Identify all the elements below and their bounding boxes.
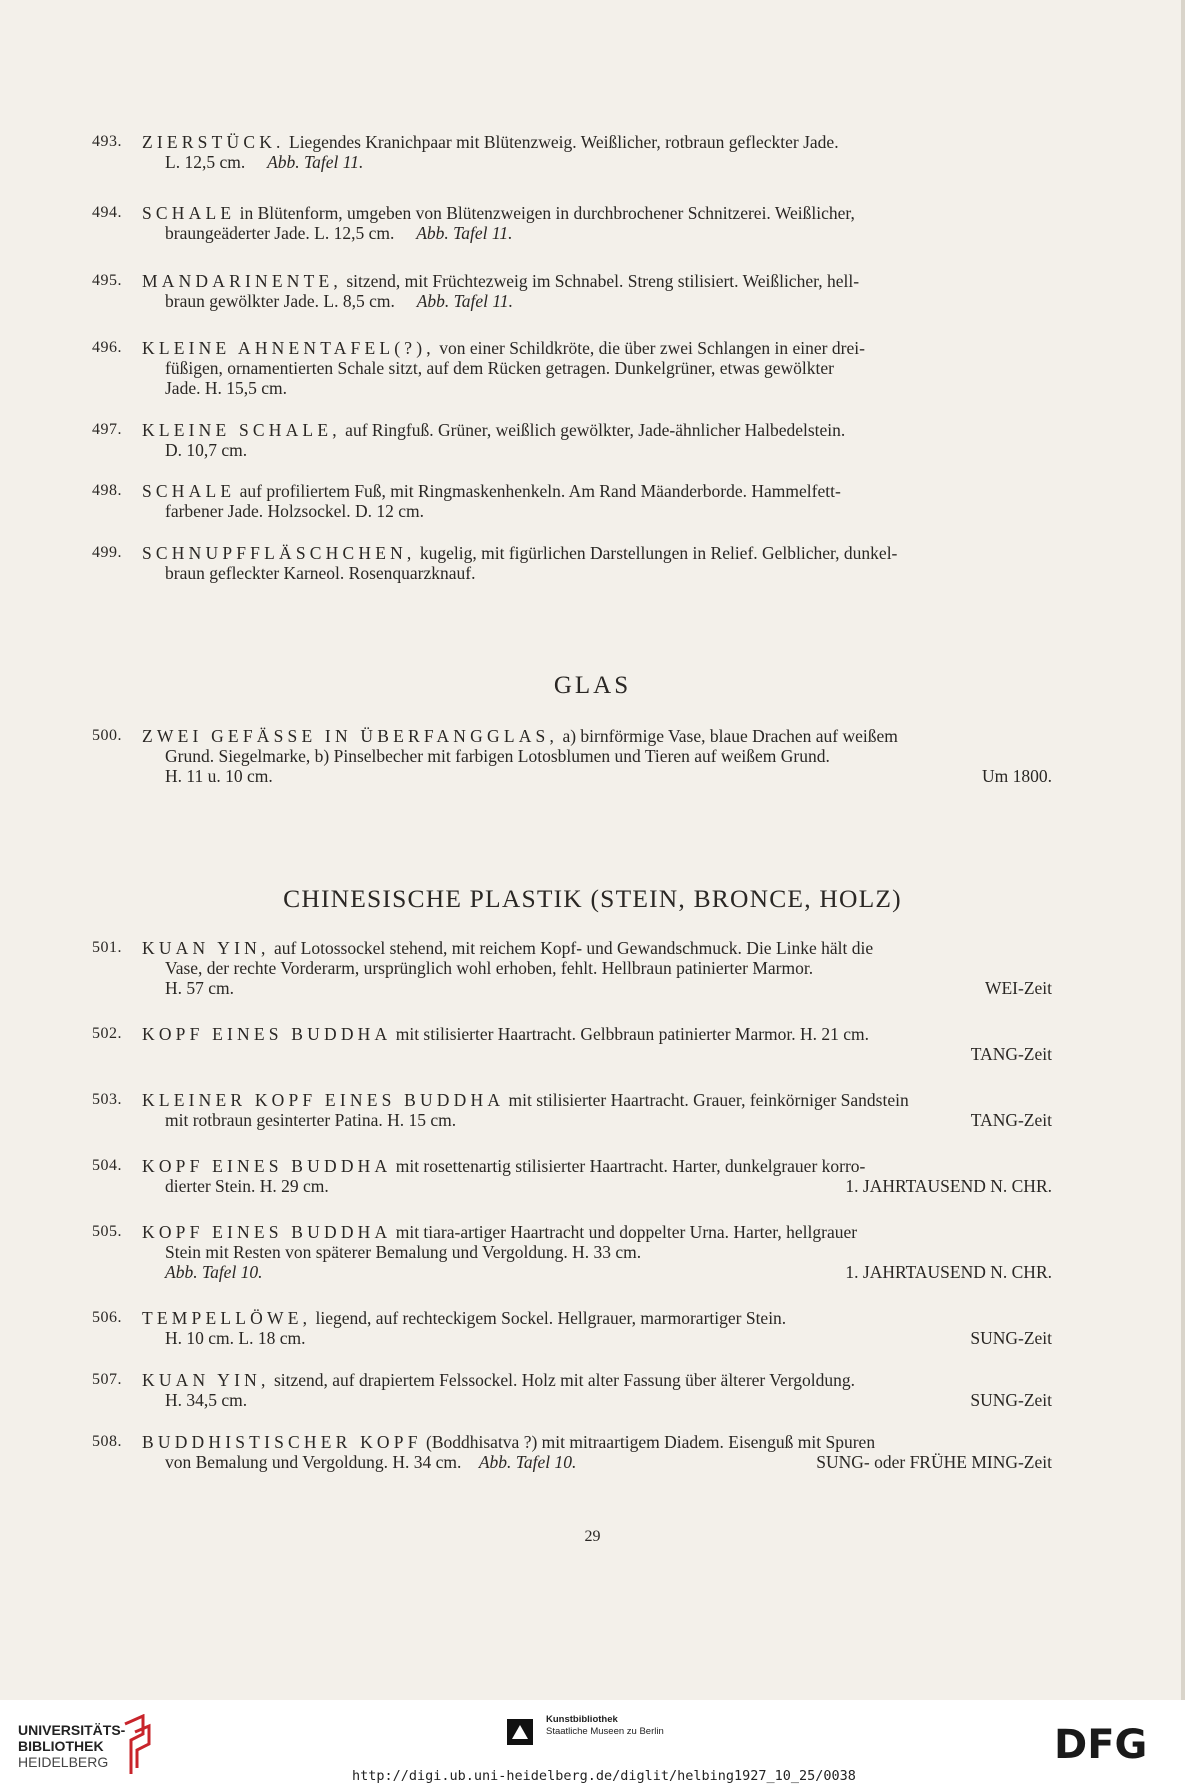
entry-number: 508. — [92, 1433, 122, 1450]
entry-line-2: Stein mit Resten von späterer Bemalung und Vergoldung. H. 33 cm. — [165, 1242, 642, 1262]
kb-line-2: Staatliche Museen zu Berlin — [546, 1726, 664, 1737]
entry-first-line — [142, 1308, 1052, 1328]
entry-number: 506. — [92, 1309, 122, 1326]
entry-title: MANDARINENTE, — [142, 271, 342, 291]
kb-line-1: Kunstbibliothek — [546, 1714, 618, 1725]
entry-first-line — [142, 1024, 1052, 1044]
section-heading-plastik: CHINESISCHE PLASTIK (STEIN, BRONCE, HOLZ) — [283, 884, 902, 913]
entry-first-line — [142, 1370, 1052, 1390]
entry-line-2: dierter Stein. H. 29 cm. — [165, 1176, 329, 1196]
entry-number: 502. — [92, 1025, 122, 1042]
entry-first-line — [142, 1156, 1052, 1176]
entry-text: braun gewölkter Jade. L. 8,5 cm. — [165, 291, 395, 311]
entry-number: 498. — [92, 482, 122, 499]
page-edge — [1181, 0, 1185, 1700]
entry-line-2: mit rotbraun gesinterter Patina. H. 15 cm. — [165, 1110, 457, 1130]
entry-line-2: Grund. Siegelmarke, b) Pinselbecher mit farbigen Lotosblumen und Tieren auf weißem Grund. — [165, 746, 830, 766]
entry-number: 493. — [92, 133, 122, 150]
entry-text: in Blütenform, umgeben von Blütenzweigen in durchbrochener Schnitzerei. Weißlicher, — [235, 203, 855, 223]
entry-title: BUDDHISTISCHER KOPF — [142, 1432, 422, 1452]
entry-line-2: farbener Jade. Holzsockel. D. 12 cm. — [165, 501, 424, 521]
entry-line-3: Jade. H. 15,5 cm. — [165, 378, 287, 398]
entry-title: KUAN YIN, — [142, 938, 270, 958]
entry-title: KUAN YIN, — [142, 1370, 270, 1390]
entry-text: auf profiliertem Fuß, mit Ringmaskenhenkeln. Am Rand Mäanderborde. Hammelfett- — [235, 481, 841, 501]
kunstbibliothek-logo-icon[interactable] — [505, 1717, 535, 1747]
date-attribution: 1. JAHRTAUSEND N. CHR. — [845, 1176, 1052, 1196]
entry-text: mit stilisierter Haartracht. Grauer, feinkörniger Sandstein — [504, 1090, 909, 1110]
entry-number: 505. — [92, 1223, 122, 1240]
entry-first-line — [142, 481, 1052, 501]
entry-line-3: H. 11 u. 10 cm. — [165, 766, 273, 786]
entry-text: auf Lotossockel stehend, mit reichem Kopf- und Gewandschmuck. Die Linke hält die — [269, 938, 874, 958]
entry-number: 495. — [92, 272, 122, 289]
entry-text: L. 12,5 cm. — [165, 152, 246, 172]
date-attribution: TANG-Zeit — [970, 1110, 1052, 1130]
entry-first-line — [142, 1432, 1052, 1452]
entry-first-line — [142, 726, 1052, 746]
entry-text: Liegendes Kranichpaar mit Blütenzweig. Weißlicher, rotbraun gefleckter Jade. — [284, 132, 839, 152]
kunstbibliothek-label[interactable] — [546, 1714, 664, 1738]
entry-first-line — [142, 543, 1052, 563]
digitization-footer — [0, 1700, 1185, 1787]
entry-number: 496. — [92, 339, 122, 356]
uni-heidelberg-label[interactable] — [18, 1722, 125, 1770]
entry-title: KLEINE SCHALE, — [142, 420, 341, 440]
entry-title: SCHNUPFFLÄSCHCHEN, — [142, 543, 416, 563]
entry-line-3: H. 57 cm. — [165, 978, 235, 998]
entry-title: KLEINER KOPF EINES BUDDHA — [142, 1090, 505, 1110]
page-number: 29 — [584, 1528, 601, 1545]
entry-text: von einer Schildkröte, die über zwei Schlangen in einer drei- — [434, 338, 865, 358]
entry-title: SCHALE — [142, 481, 236, 501]
plate-reference: Abb. Tafel 10. — [165, 1262, 263, 1282]
entry-number: 501. — [92, 939, 122, 956]
plate-reference: Abb. Tafel 11. — [416, 291, 513, 311]
entry-line-2: D. 10,7 cm. — [165, 440, 248, 460]
plate-reference: Abb. Tafel 10. — [478, 1452, 577, 1472]
entry-text: kugelig, mit figürlichen Darstellungen in Relief. Gelblicher, dunkel- — [415, 543, 898, 563]
entry-title: ZIERSTÜCK. — [142, 132, 285, 152]
entry-first-line — [142, 1222, 1052, 1242]
entry-line-2 — [165, 223, 1052, 243]
entry-title: TEMPELLÖWE, — [142, 1308, 312, 1328]
entry-line-2: füßigen, ornamentierten Schale sitzt, auf dem Rücken getragen. Dunkelgrüner, etwas gewölkter — [165, 358, 834, 378]
entry-text: mit tiara-artiger Haartracht und doppelter Urna. Harter, hellgrauer — [391, 1222, 858, 1242]
entry-first-line — [142, 203, 1052, 223]
entry-first-line — [142, 938, 1052, 958]
date-attribution: SUNG-Zeit — [970, 1390, 1052, 1410]
entry-title: KOPF EINES BUDDHA — [142, 1222, 392, 1242]
uni-line-1: UNIVERSITÄTS- — [18, 1722, 126, 1738]
entry-text: mit stilisierter Haartracht. Gelbbraun patinierter Marmor. H. 21 cm. — [391, 1024, 870, 1044]
entry-text: a) birnförmige Vase, blaue Drachen auf weißem — [558, 726, 898, 746]
entry-text: von Bemalung und Vergoldung. H. 34 cm. — [165, 1452, 462, 1472]
entry-line-2: Vase, der rechte Vorderarm, ursprünglich wohl erhoben, fehlt. Hellbraun patinierter Marmor. — [165, 958, 814, 978]
uni-line-2: BIBLIOTHEK — [18, 1738, 104, 1754]
entry-first-line — [142, 420, 1052, 440]
entry-text: sitzend, mit Früchtezweig im Schnabel. Streng stilisiert. Weißlicher, hell- — [341, 271, 860, 291]
entry-number: 503. — [92, 1091, 122, 1108]
entry-title: KLEINE AHNENTAFEL(?), — [142, 338, 435, 358]
entry-text: sitzend, auf drapiertem Felssockel. Holz mit alter Fassung über älterer Vergoldung. — [269, 1370, 856, 1390]
entry-first-line — [142, 1090, 1052, 1110]
uni-line-3: HEIDELBERG — [18, 1754, 109, 1770]
date-attribution: 1. JAHRTAUSEND N. CHR. — [845, 1262, 1052, 1282]
source-url-link[interactable]: http://digi.ub.uni-heidelberg.de/diglit/helbing1927_10_25/0038 — [352, 1768, 856, 1784]
date-attribution: SUNG- oder FRÜHE MING-Zeit — [816, 1452, 1052, 1472]
entry-text: liegend, auf rechteckigem Sockel. Hellgrauer, marmorartiger Stein. — [311, 1308, 787, 1328]
entry-number: 494. — [92, 204, 122, 221]
date-attribution: Um 1800. — [982, 766, 1052, 786]
plate-reference: Abb. Tafel 11. — [267, 152, 364, 172]
uni-heidelberg-logo-icon[interactable] — [121, 1714, 151, 1776]
entry-first-line — [142, 271, 1052, 291]
plate-reference: Abb. Tafel 11. — [416, 223, 513, 243]
entry-line-2: H. 10 cm. L. 18 cm. — [165, 1328, 306, 1348]
entry-title: ZWEI GEFÄSSE IN ÜBERFANGGLAS, — [142, 726, 559, 746]
entry-text: auf Ringfuß. Grüner, weißlich gewölkter, Jade-ähnlicher Halbedelstein. — [340, 420, 846, 440]
entry-number: 500. — [92, 727, 122, 744]
entry-number: 497. — [92, 421, 122, 438]
entry-text: mit rosettenartig stilisierter Haartracht. Harter, dunkelgrauer korro- — [391, 1156, 866, 1176]
date-attribution: SUNG-Zeit — [970, 1328, 1052, 1348]
entry-text: (Boddhisatva ?) mit mitraartigem Diadem. Eisenguß mit Spuren — [421, 1432, 876, 1452]
entry-text: braungeäderter Jade. L. 12,5 cm. — [165, 223, 395, 243]
entry-line-2: H. 34,5 cm. — [165, 1390, 248, 1410]
entry-line-2 — [165, 152, 1052, 172]
entry-title: KOPF EINES BUDDHA — [142, 1156, 392, 1176]
dfg-logo-text: DFG — [1054, 1722, 1148, 1764]
entry-line-2: braun gefleckter Karneol. Rosenquarzknauf. — [165, 563, 476, 583]
entry-title: SCHALE — [142, 203, 236, 223]
entry-number: 507. — [92, 1371, 122, 1388]
section-heading-glas: GLAS — [553, 672, 632, 699]
entry-number: 504. — [92, 1157, 122, 1174]
entry-line-2 — [165, 291, 1052, 311]
entry-number: 499. — [92, 544, 122, 561]
entry-first-line — [142, 132, 1052, 152]
entry-title: KOPF EINES BUDDHA — [142, 1024, 392, 1044]
date-attribution: WEI-Zeit — [984, 978, 1052, 998]
dfg-logo-icon[interactable] — [1054, 1720, 1169, 1764]
entry-first-line — [142, 338, 1052, 358]
date-attribution: TANG-Zeit — [970, 1044, 1052, 1064]
